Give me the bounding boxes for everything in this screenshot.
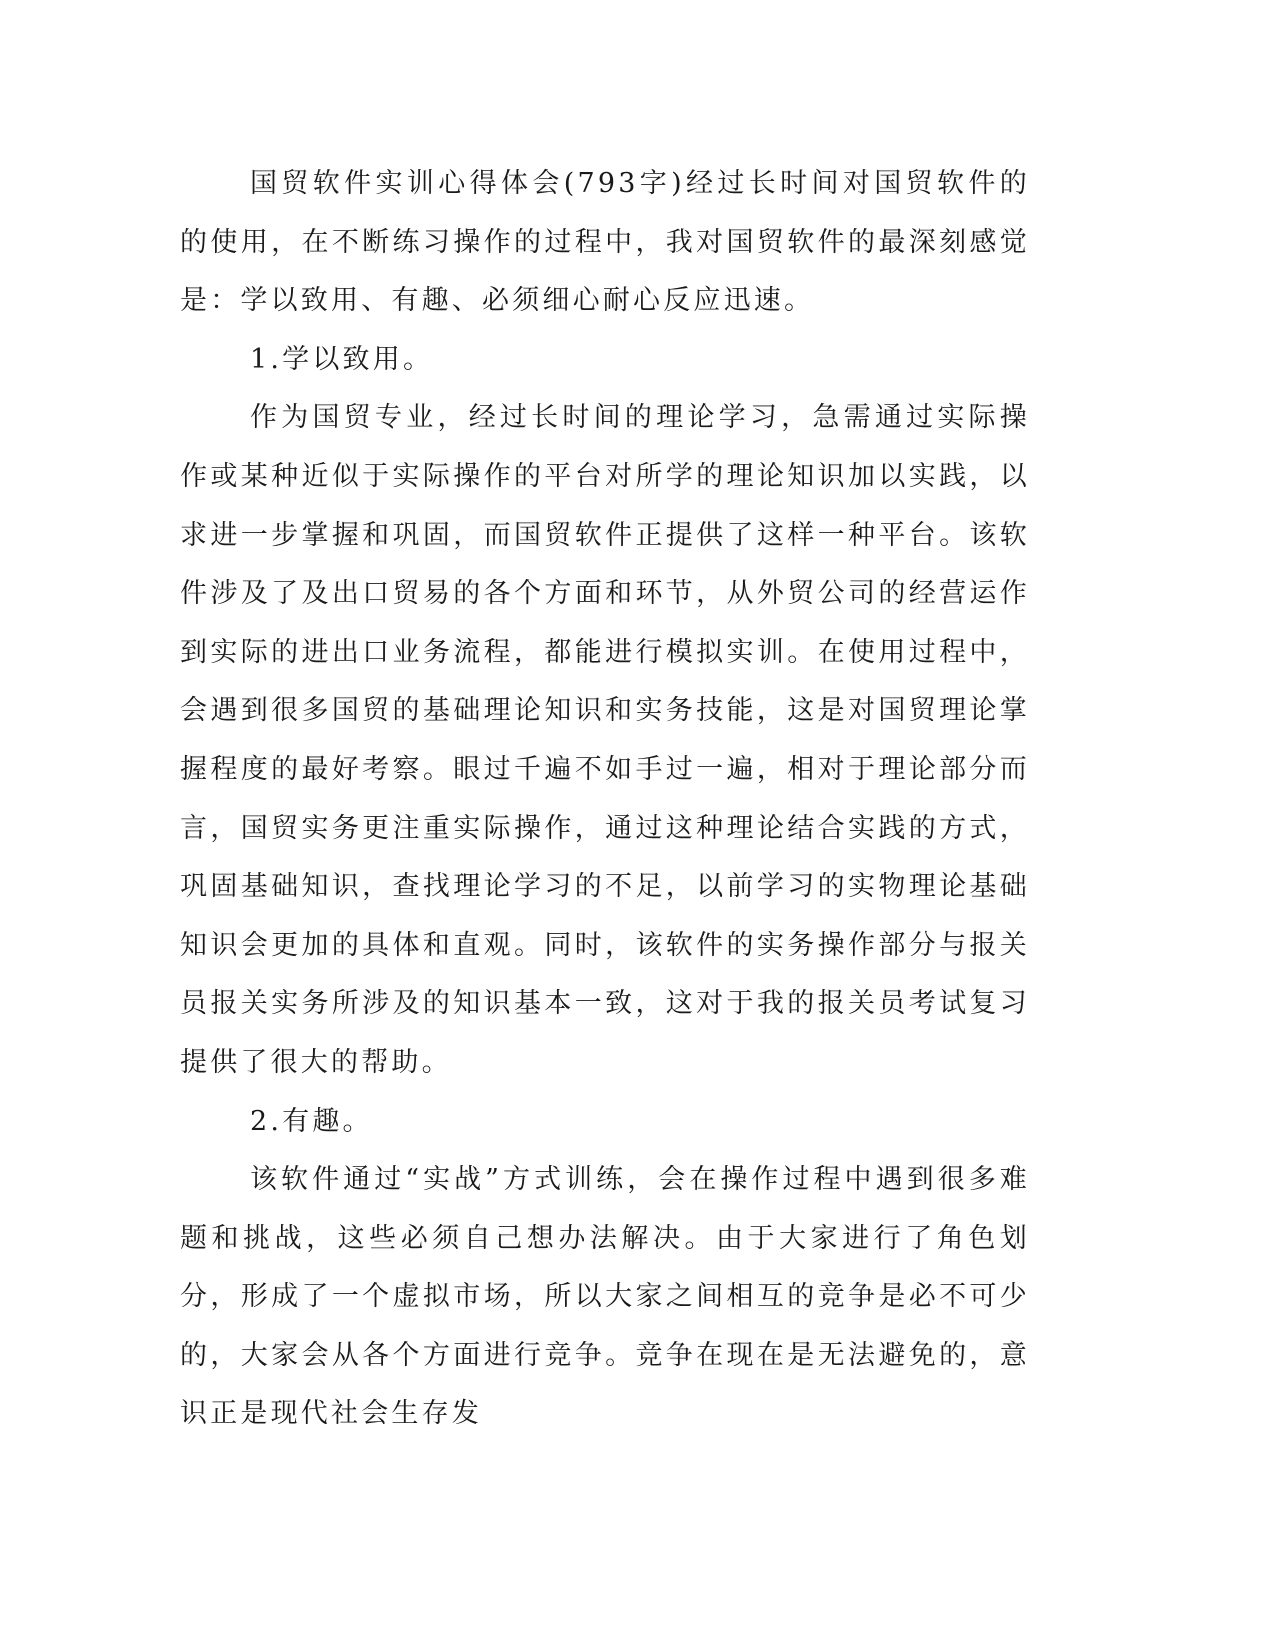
intro-paragraph: 国贸软件实训心得体会(793字)经过长时间对国贸软件的的使用，在不断练习操作的过程中，我对国贸软件的最深刻感觉是：学以致用、有趣、必须细心耐心反应迅速。 — [180, 168, 1030, 317]
section1-heading: 1.学以致用。 — [250, 343, 434, 375]
document-body — [180, 155, 1030, 1444]
section1-paragraph: 作为国贸专业，经过长时间的理论学习，急需通过实际操作或某种近似于实际操作的平台对所学的理论知识加以实践，以求进一步掌握和巩固，而国贸软件正提供了这样一种平台。该软件涉及了及出口贸易的各个方面和环节，从外贸公司的经营运作到实际的进出口业务流程，都能进行模拟实训。在使用过程中，会遇到很多国贸的基础理论知识和实务技能，这是对国贸理论掌握程度的最好考察。眼过千遍不如手过一遍，相对于理论部分而言，国贸实务更注重实际操作，通过这种理论结合实践的方式，巩固基础知识，查找理论学习的不足，以前学习的实物理论基础知识会更加的具体和直观。同时，该软件的实务操作部分与报关员报关实务所涉及的知识基本一致，这对于我的报关员考试复习提供了很大的帮助。 — [180, 402, 1030, 1078]
section2-paragraph: 该软件通过“实战”方式训练，会在操作过程中遇到很多难题和挑战，这些必须自己想办法解决。由于大家进行了角色划分，形成了一个虚拟市场，所以大家之间相互的竞争是必不可少的，大家会从各个方面进行竞争。竞争在现在是无法避免的，意识正是现代社会生存发 — [180, 1164, 1030, 1430]
section2-heading: 2.有趣。 — [250, 1105, 373, 1137]
